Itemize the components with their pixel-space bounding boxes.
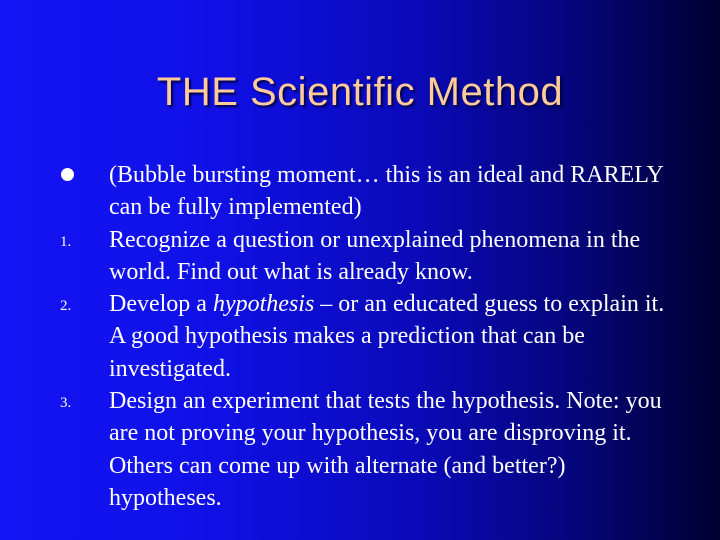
list-item-number: 3. [60,395,72,412]
bullet-dot-icon [61,168,74,181]
list-item-text: Design an experiment that tests the hypothesis. Note: you are not proving your hypothesis, you are disproving it. Others can come up with alternate (and better?) hypotheses. [109,388,662,511]
list-item [0,288,720,385]
bullet-list [0,159,720,514]
list-item-text-part: Develop a [109,291,213,318]
list-item [0,224,720,289]
list-item [0,385,720,514]
list-item-text-part: – or an educated guess to explain it. A good hypothesis makes a prediction that can be investigated. [109,291,665,382]
list-item-text: Recognize a question or unexplained phenomena in the world. Find out what is already know. [109,226,641,285]
list-item [0,159,720,224]
list-item-text [109,291,664,382]
hypothesis-emphasis: hypothesis [212,291,315,318]
slide-title: THE Scientific Method [156,70,564,114]
list-item-number: 2. [60,298,72,315]
list-item-number: 1. [60,233,72,250]
list-item-text: (Bubble bursting moment… this is an ideal and RARELY can be fully implemented) [109,162,663,221]
